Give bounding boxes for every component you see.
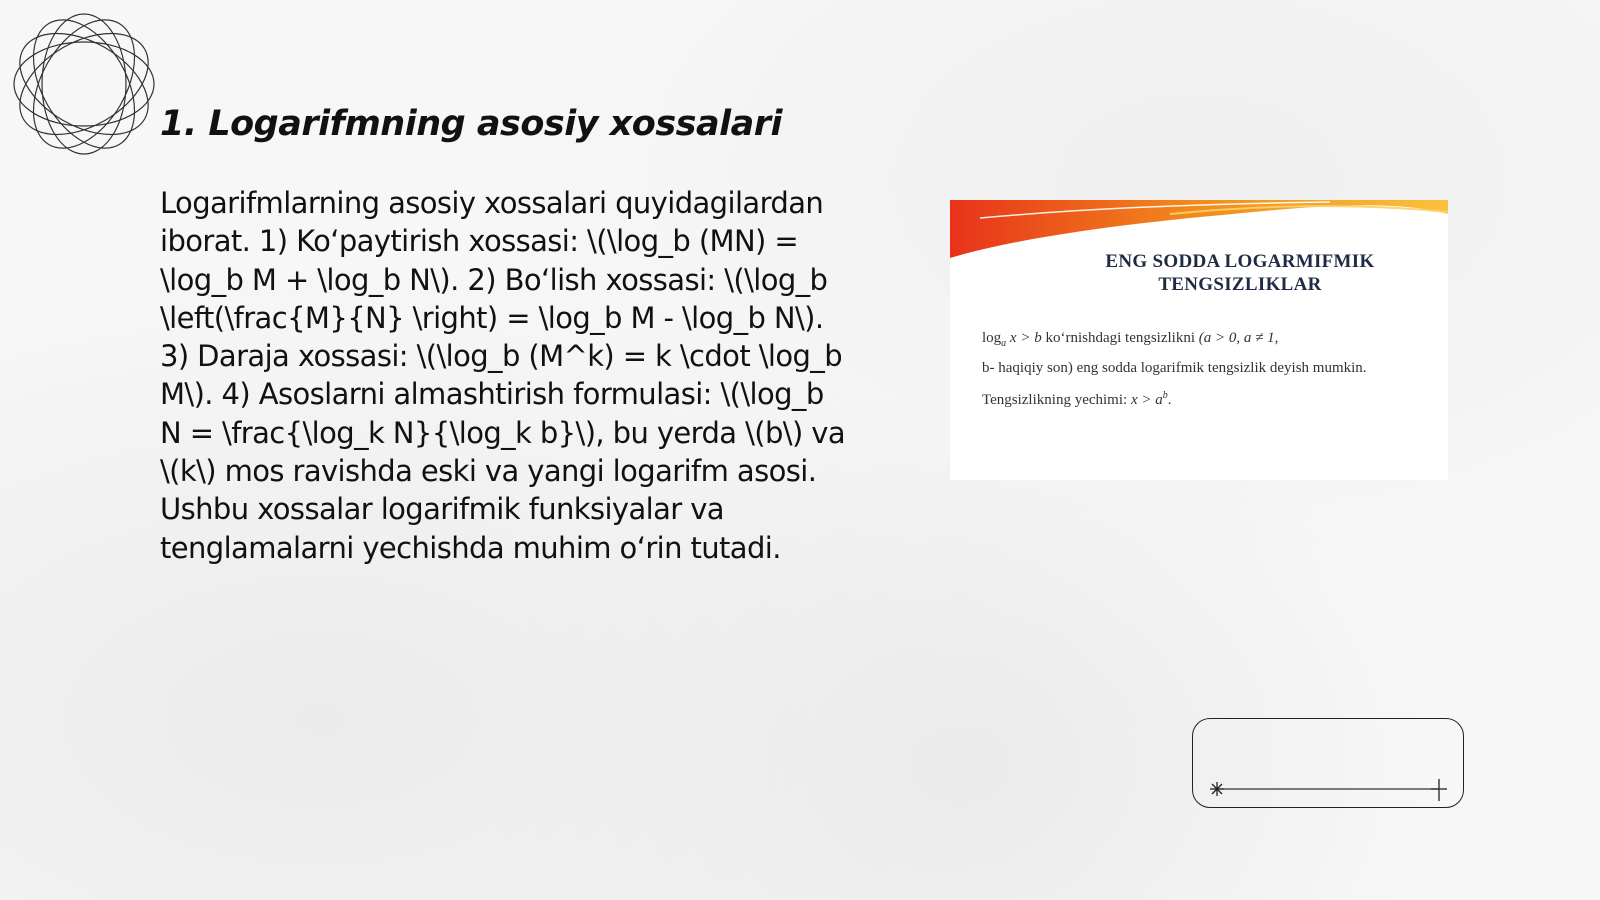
decorative-line-box <box>1192 718 1464 808</box>
inset-line-2: b- haqiqiy son) eng sodda logarifmik tengsizlik deyish mumkin. <box>982 360 1367 376</box>
solution-label: Tengsizlikning yechimi: <box>982 392 1128 408</box>
inset-title: ENG SODDA LOGARMIFMIK TENGSIZLIKLAR <box>1105 251 1375 295</box>
inequality-condition: (a > 0, a ≠ 1, <box>1198 330 1279 346</box>
solution-power: b <box>1162 390 1168 401</box>
inset-line-1-text: koʻrnishdagi tengsizlikni <box>1045 330 1196 346</box>
log-base: a <box>1001 338 1007 349</box>
solution-expr: x > a <box>1130 392 1163 408</box>
inset-line-3 <box>982 390 1171 409</box>
inset-line-1 <box>982 330 1278 349</box>
log-symbol: log <box>982 330 1002 346</box>
spirograph-logo-icon <box>8 8 160 160</box>
inset-slide-image <box>950 200 1448 480</box>
crosshair-icon <box>1431 779 1447 801</box>
slide-body-text: Logarifmlarning asosiy xossalari quyidagilardan iborat. 1) Koʻpaytirish xossasi: \(\log_b (MN) = \log_b M + \log_b N\). 2) Boʻlish xossasi: \(\log_b \left(\frac{M}{N} \right) = \log_b M - \log_b N\). 3) Daraja xossasi: \(\log_b (M^k) = k \cdot \log_b M\). 4) Asoslarni almashtirish formulasi: \(\log_b N = \frac{\log_k N}{\log_k b}\), bu yerda \(b\) va \(k\) mos ravishda eski va yangi logarifm asosi. Ushbu xossalar logarifmik funksiyalar va tenglamalarni yechishda muhim oʻrin tutadi. <box>160 186 846 565</box>
asterisk-icon <box>1210 782 1224 796</box>
solution-end: . <box>1167 392 1172 408</box>
slide-title: 1. Logarifmning asosiy xossalari <box>160 104 782 144</box>
inequality-expr: x > b <box>1009 330 1042 346</box>
